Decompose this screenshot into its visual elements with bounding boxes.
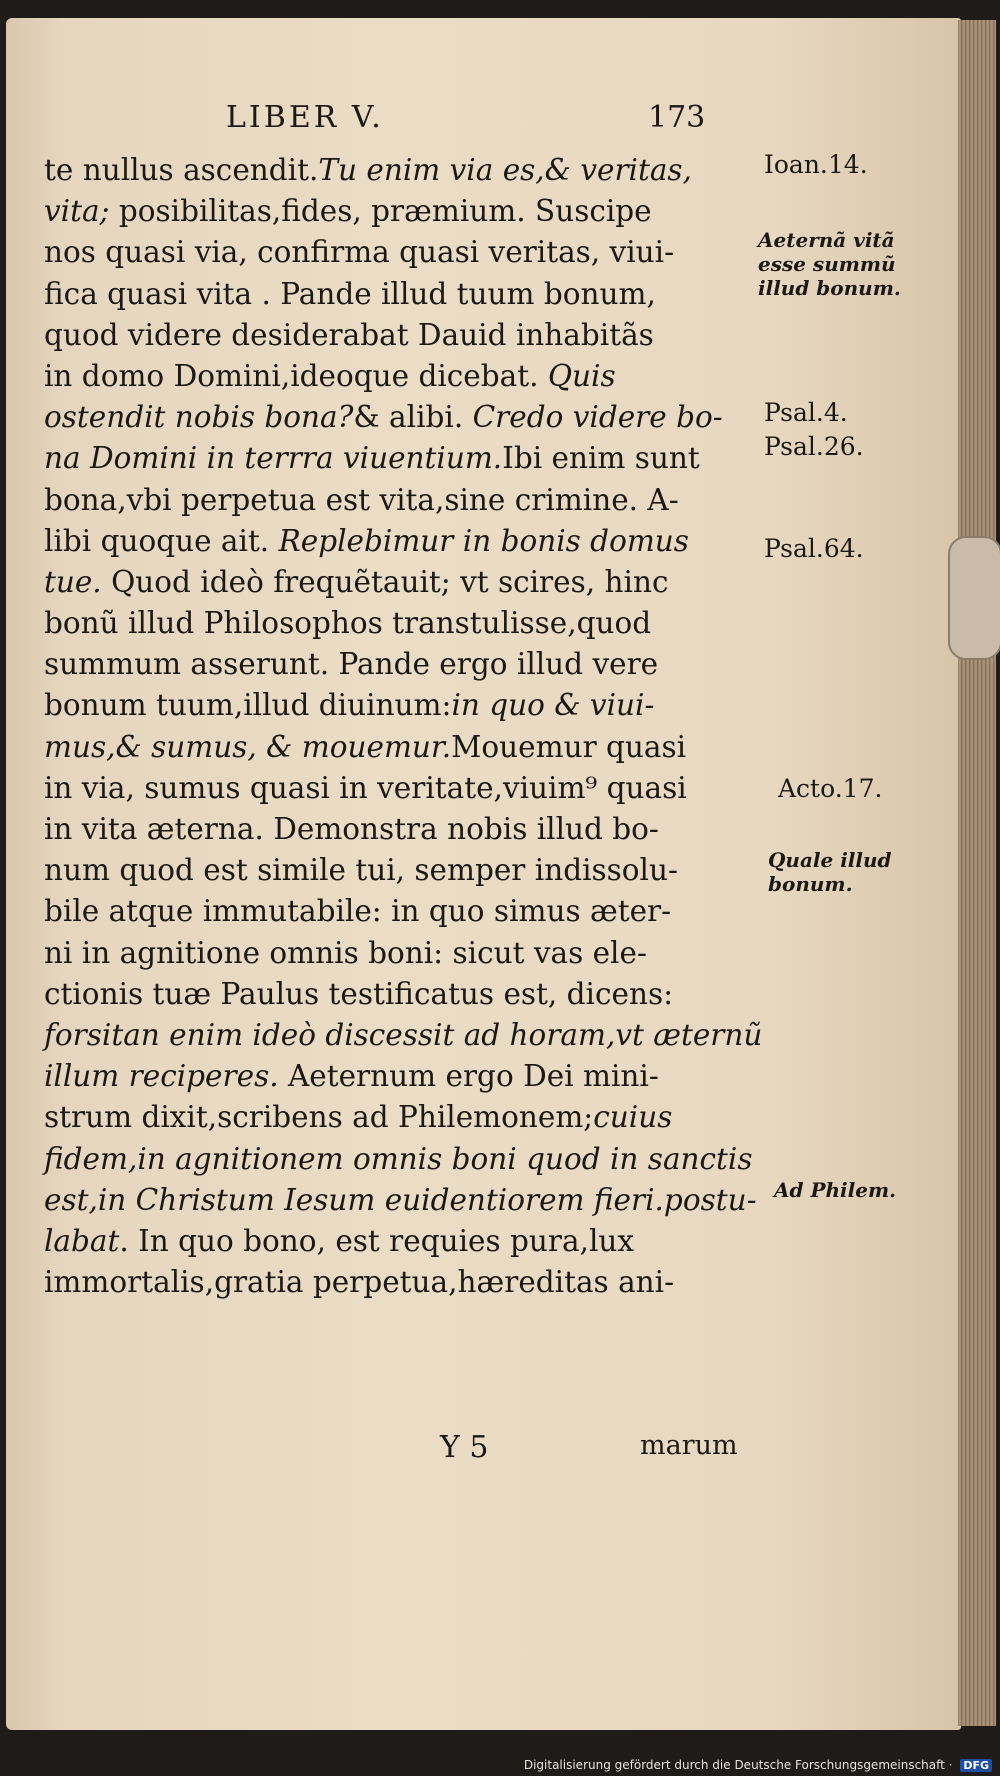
roman-run: in vita æterna. Demonstra nobis illud bo-: [44, 812, 659, 846]
catchword: marum: [640, 1430, 738, 1461]
text-line: [44, 1056, 764, 1097]
text-line: [44, 644, 764, 685]
roman-run: in via, sumus quasi in veritate,viuim⁹ quasi: [44, 770, 687, 805]
text-line: [44, 891, 764, 932]
italic-run: mus,& sumus, & mouemur.: [44, 729, 452, 764]
roman-run: Mouemur quasi: [451, 729, 687, 764]
margin-note-quale: [768, 848, 968, 896]
roman-run: Quod ideò frequẽtauit; vt scires, hinc: [101, 564, 669, 599]
italic-run: Replebimur in bonis domus: [278, 523, 689, 558]
body-text: [44, 150, 764, 1303]
text-line: [44, 521, 764, 562]
roman-run: libi quoque ait.: [44, 523, 279, 558]
roman-run: num quod est simile tui, semper indissolu-: [44, 853, 678, 888]
digitization-credit: [524, 1758, 992, 1772]
margin-note-line: Quale illud: [768, 848, 892, 872]
roman-run: quod videre desiderabat Dauid inhabitãs: [44, 317, 654, 352]
roman-run: summum asserunt. Pande ergo illud vere: [44, 647, 659, 682]
page-number: 173: [648, 100, 706, 135]
italic-run: Credo videre bo-: [472, 400, 723, 435]
roman-run: in domo Domini,ideoque dicebat.: [44, 358, 548, 393]
italic-run: tue.: [44, 564, 102, 599]
margin-ref-acto: Acto.17.: [778, 774, 883, 803]
text-line: [44, 150, 764, 191]
text-line: [44, 974, 764, 1015]
margin-ref-ioan: Ioan.14.: [764, 150, 868, 179]
text-line: [44, 1221, 764, 1262]
italic-run: est,in Christum Iesum euidentiorem fieri.postu-: [44, 1182, 757, 1217]
roman-run: posibilitas,fides, præmium. Suscipe: [109, 194, 652, 229]
signature-mark: Y 5: [440, 1430, 489, 1465]
roman-run: bonum tuum,illud diuinum:: [44, 688, 452, 723]
italic-run: forsitan enim ideò discessit ad horam,vt æternũ: [44, 1017, 763, 1052]
text-line: [44, 1139, 764, 1180]
roman-run: & alibi.: [353, 400, 473, 435]
running-title: LIBER V.: [226, 100, 384, 135]
roman-run: bile atque immutabile: in quo simus æter-: [44, 894, 672, 929]
text-line: [44, 850, 764, 891]
margin-note-line: bonum.: [768, 872, 853, 896]
text-line: [44, 1180, 764, 1221]
roman-run: immortalis,gratia perpetua,hæreditas ani-: [44, 1265, 675, 1300]
roman-run: strum dixit,scribens ad Philemonem;: [44, 1100, 594, 1135]
margin-note-line: illud bonum.: [758, 276, 901, 300]
roman-run: bonũ illud Philosophos transtulisse,quod: [44, 606, 652, 641]
roman-run: ctionis tuæ Paulus testificatus est, dicens:: [44, 976, 674, 1011]
italic-run: illum reciperes.: [44, 1059, 279, 1094]
italic-run: ostendit nobis bona?: [44, 400, 354, 435]
italic-run: fidem,in agnitionem omnis boni quod in sanctis: [44, 1141, 753, 1176]
text-line: [44, 397, 764, 438]
text-line: [44, 809, 764, 850]
italic-run: na Domini in terrra viuentium.: [44, 441, 503, 476]
roman-run: te nullus ascendit.: [44, 153, 319, 187]
margin-ref-psal26: Psal.26.: [764, 432, 864, 461]
italic-run: Quis: [547, 358, 616, 393]
margin-ref-psal4: Psal.4.: [764, 398, 848, 427]
text-line: [44, 727, 764, 768]
roman-run: nos quasi via, confirma quasi veritas, viui-: [44, 235, 675, 270]
text-line: [44, 438, 764, 479]
text-line: [44, 685, 764, 726]
text-line: [44, 562, 764, 603]
text-line: [44, 480, 764, 521]
text-line: [44, 191, 764, 232]
text-line: [44, 1262, 764, 1303]
margin-note-aeterna: [758, 228, 958, 300]
roman-run: Aeternum ergo Dei mini-: [278, 1059, 659, 1094]
italic-run: in quo & viui-: [451, 688, 655, 723]
page-header: [0, 100, 960, 144]
margin-note-line: esse summũ: [758, 252, 896, 276]
roman-run: ni in agnitione omnis boni: sicut vas ele-: [44, 935, 647, 970]
roman-run: fica quasi vita . Pande illud tuum bonum,: [44, 276, 656, 311]
text-line: [44, 232, 764, 273]
credit-text: Digitalisierung gefördert durch die Deutsche Forschungsgemeinschaft ·: [523, 1758, 953, 1772]
italic-run: Tu enim via es,& veritas,: [318, 153, 692, 187]
text-line: [44, 1097, 764, 1138]
roman-run: bona,vbi perpetua est vita,sine crimine. A-: [44, 482, 679, 517]
roman-run: Ibi enim sunt: [502, 441, 700, 476]
text-line: [44, 315, 764, 356]
text-line: [44, 1015, 764, 1056]
text-line: [44, 356, 764, 397]
dfg-logo: DFG: [960, 1759, 992, 1772]
text-line: [44, 768, 764, 809]
italic-run: labat: [44, 1223, 120, 1258]
roman-run: . In quo bono, est requies pura,lux: [119, 1223, 635, 1258]
text-line: [44, 274, 764, 315]
text-line: [44, 603, 764, 644]
margin-note-line: Aeternã vitã: [758, 228, 895, 252]
margin-ref-philem: Ad Philem.: [774, 1178, 897, 1202]
italic-run: vita;: [44, 194, 110, 229]
italic-run: cuius: [593, 1100, 673, 1135]
text-line: [44, 933, 764, 974]
margin-ref-psal64: Psal.64.: [764, 534, 864, 563]
